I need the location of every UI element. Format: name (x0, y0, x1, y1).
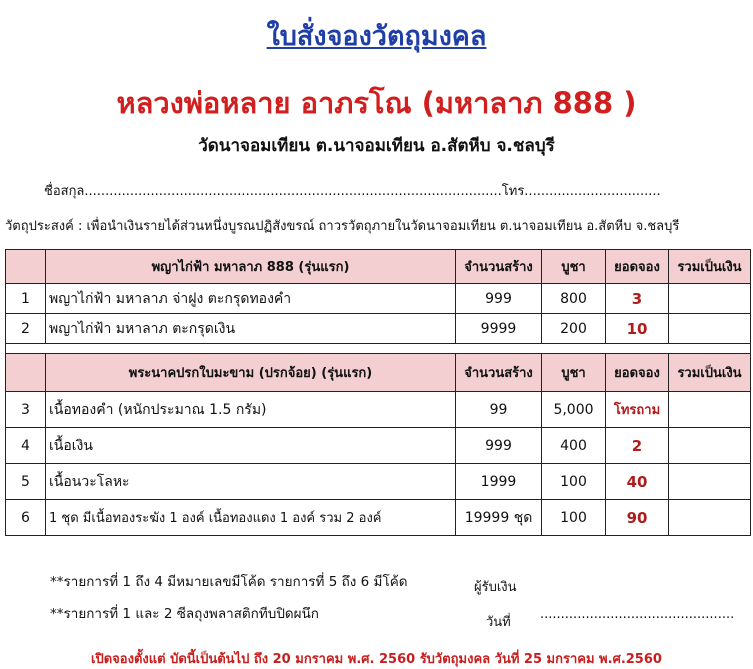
total-cell[interactable] (669, 428, 751, 464)
row-number: 6 (6, 500, 46, 536)
payee-label: ผู้รับเงิน (474, 580, 517, 595)
section1-title: พญาไก่ฟ้า มหาลาภ 888 (รุ่นแรก) (46, 250, 456, 284)
price-value: 100 (542, 464, 606, 500)
item-name: 1 ชุด มีเนื้อทองระฆัง 1 องค์ เนื้อทองแดง 1 องค์ รวม 2 องค์ (46, 500, 456, 536)
section1-header-row (6, 250, 751, 284)
document-title: ใบสั่งจองวัตถุมงคล (266, 21, 487, 52)
created-count: 999 (456, 428, 542, 464)
item-name: เนื้อนวะโลหะ (46, 464, 456, 500)
reserved-value[interactable]: 90 (606, 500, 669, 536)
price-value: 200 (542, 314, 606, 344)
section2-title: พระนาคปรกใบมะขาม (ปรกจ้อย) (รุ่นแรก) (46, 354, 456, 392)
booking-period-footer: เปิดจองตั้งแต่ บัดนี้เป็นต้นไป ถึง 20 มกราคม พ.ศ. 2560 รับวัตถุมงคล วันที่ 25 มกราคม พ.ศ.2560 (91, 652, 662, 667)
date-field[interactable]: ............................................... (540, 607, 735, 622)
table-row (6, 314, 751, 344)
total-cell[interactable] (669, 314, 751, 344)
created-count: 9999 (456, 314, 542, 344)
table-row (6, 500, 751, 536)
item-name: เนื้อเงิน (46, 428, 456, 464)
date-label: วันที่ (486, 615, 511, 630)
table-row (6, 392, 751, 428)
total-cell[interactable] (669, 464, 751, 500)
note-codes: **รายการที่ 1 ถึง 4 มีหมายเลขมีโค้ด รายการที่ 5 ถึง 6 มีโค้ด (50, 574, 408, 590)
total-cell[interactable] (669, 392, 751, 428)
row-number: 1 (6, 284, 46, 314)
reserved-value[interactable]: 2 (606, 428, 669, 464)
reserved-value[interactable]: โทรถาม (606, 392, 669, 428)
item-name: พญาไก่ฟ้า มหาลาภ ตะกรุดเงิน (46, 314, 456, 344)
row-number: 3 (6, 392, 46, 428)
item-name: พญาไก่ฟ้า มหาลาภ จ่าฝูง ตะกรุดทองคำ (46, 284, 456, 314)
price-value: 100 (542, 500, 606, 536)
header-no-cell (6, 354, 46, 392)
created-count: 999 (456, 284, 542, 314)
col-created-header: จำนวนสร้าง (456, 250, 542, 284)
total-cell[interactable] (669, 284, 751, 314)
header-no-cell (6, 250, 46, 284)
col-total-header: รวมเป็นเงิน (669, 250, 751, 284)
row-number: 2 (6, 314, 46, 344)
table-row (6, 464, 751, 500)
purpose-text: วัตถุประสงค์ : เพื่อนำเงินรายได้ส่วนหนึ่งบูรณปฏิสังขรณ์ ถาวรวัตถุภายในวัดนาจอมเทียน ต.นาจอมเทียน อ.สัตหีบ จ.ชลบุรี (5, 219, 680, 234)
table-row (6, 284, 751, 314)
table-row (6, 428, 751, 464)
reserved-value[interactable]: 10 (606, 314, 669, 344)
price-value: 400 (542, 428, 606, 464)
row-number: 5 (6, 464, 46, 500)
created-count: 19999 ชุด (456, 500, 542, 536)
col-price-header: บูชา (542, 250, 606, 284)
section2-header-row (6, 354, 751, 392)
reserved-value[interactable]: 3 (606, 284, 669, 314)
created-count: 1999 (456, 464, 542, 500)
col-reserved-header: ยอดจอง (606, 354, 669, 392)
item-name: เนื้อทองคำ (หนักประมาณ 1.5 กรัม) (46, 392, 456, 428)
created-count: 99 (456, 392, 542, 428)
col-price-header: บูชา (542, 354, 606, 392)
col-total-header: รวมเป็นเงิน (669, 354, 751, 392)
price-value: 800 (542, 284, 606, 314)
price-value: 5,000 (542, 392, 606, 428)
order-table (5, 249, 751, 536)
total-cell[interactable] (669, 500, 751, 536)
note-seal: **รายการที่ 1 และ 2 ซีลถุงพลาสติกทีบปิดผนึก (50, 606, 319, 622)
amulet-title: หลวงพ่อหลาย อาภรโณ (มหาลาภ 888 ) (116, 86, 637, 120)
temple-address: วัดนาจอมเทียน ต.นาจอมเทียน อ.สัตหีบ จ.ชลบุรี (198, 136, 555, 156)
col-created-header: จำนวนสร้าง (456, 354, 542, 392)
reserved-value[interactable]: 40 (606, 464, 669, 500)
section-gap (6, 344, 751, 354)
name-phone-field[interactable]: ชื่อสกุล.....................................................................................................โทร................................. (44, 184, 661, 199)
row-number: 4 (6, 428, 46, 464)
col-reserved-header: ยอดจอง (606, 250, 669, 284)
